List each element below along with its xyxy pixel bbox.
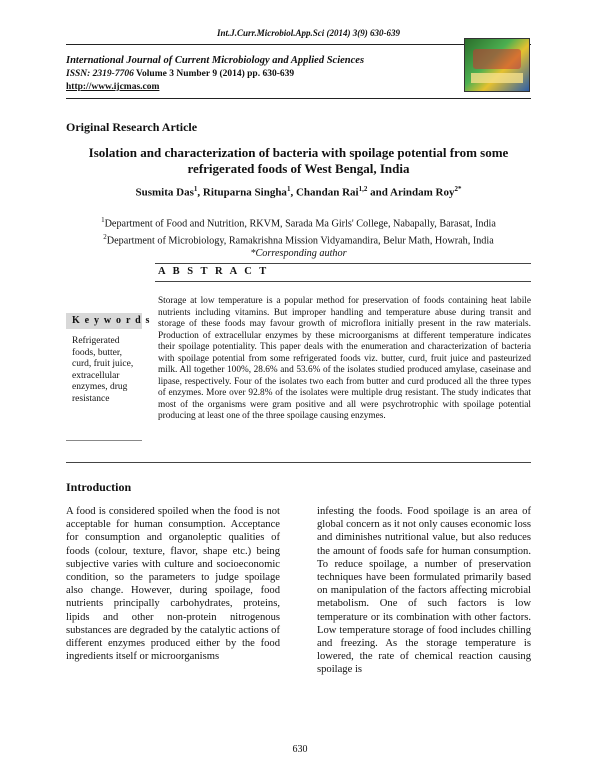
introduction-column-right: infesting the foods. Food spoilage is an area of global concern as it not only causes economic loss and diminishes nutritional value, but also reduces the amount of foods safe for human consumption. To reduce spoilage, a number of preservation techniques have been formulated primarily based on manipulation of the factors affecting microbial metabolism. One of such factors is low temperature or its combination with other factors. Low temperature storage of food includes chilling and freezing. As the storage temperature is lowered, the rate of chemical reaction causing spoilage is — [317, 506, 531, 676]
keywords-heading: K e y w o r d s — [72, 315, 151, 326]
issn-line — [66, 69, 294, 79]
affiliation-2: $^2$Department of Microbiology, Ramakrishna Mission Vidyamandira, Belur Math, Howrah, India — [103, 232, 494, 247]
journal-name: International Journal of Current Microbiology and Applied Sciences — [66, 55, 365, 66]
abstract-heading: A B S T R A C T — [158, 266, 269, 277]
abstract-body: Storage at low temperature is a popular method for preservation of foods containing heat labile nutrients including vitamins. But improper handling and temperature abuse during transit and storage of these foods may favour growth of microflora initially present in the raw materials. Production of extracellular enzymes by these microorganisms at different temperature indicates their spoilage potentiality. This paper deals with the enumeration and characterization of bacteria with spoilage potential from some refrigerated foods viz. butter, curd, fruit juice and pasteurized milk. All together 100%, 28.6% and 53.6% of the isolates studied produced amylase, caseinase and lipase, respectively. Four of the isolates two each from butter and curd produced all the three types of enzymes. More over 92.8% of the isolates were multiple drug resistant. The study indicates that most of the organisms were gram positive and all were psychrotrophic with spoilage potential producing at least one of the three spoilage causing enzymes. — [158, 296, 531, 421]
author-name: Rituparna Singha — [202, 186, 287, 199]
affiliation-1: $^1$Department of Food and Nutrition, RKVM, Sarada Ma Girls' College, Nabapally, Barasat, India — [101, 216, 496, 230]
keywords-list: Refrigerated foods, butter, curd, fruit juice, extracellular enzymes, drug resistance — [72, 336, 134, 404]
header-rule — [66, 44, 531, 45]
author-affil-sup: 2* — [454, 185, 462, 193]
introduction-column-left: A food is considered spoiled when the food is not acceptable for human consumption. Acceptance for consumption and organoleptic qualities of foods (colour, texture, flavor, shape etc.) being subjective varies with culture and socioeconomic condition, so the parameters to judge spoilage also change. However, during spoilage, food nutrients principally carbohydrates, proteins, lipids and other non-protein nitrogenous substances are degraded by the catalytic actions of different enzymes produced either by the food ingredients itself or microorganisms — [66, 506, 280, 663]
volume-info: Volume 3 Number 9 (2014) pp. 630-639 — [136, 69, 295, 79]
author-name: Arindam Roy — [390, 186, 455, 199]
abstract-bottom-rule — [66, 462, 531, 463]
affiliations — [66, 214, 531, 260]
abstract-top-rule — [155, 263, 531, 264]
corresponding-author: *Corresponding author — [250, 247, 347, 259]
page-number: 630 — [292, 744, 308, 755]
header-divider — [66, 98, 531, 99]
journal-url-link[interactable]: http://www.ijcmas.com — [66, 82, 160, 92]
author-list: Susmita Das$^1$, Rituparna Singha$^1$, Chandan Rai$^{1,2}$ and Arindam Roy$^{2*}$ — [135, 185, 462, 199]
journal-logo — [464, 38, 530, 92]
author-affil-sup: 1,2 — [358, 185, 368, 193]
abstract-heading-rule — [155, 281, 531, 282]
issn-label: ISSN: 2319-7706 — [66, 69, 134, 79]
author-affil-sup: 1 — [286, 185, 291, 193]
author-name: Susmita Das — [135, 186, 194, 199]
running-header: Int.J.Curr.Microbiol.App.Sci (2014) 3(9) 630-639 — [216, 28, 400, 38]
author-affil-sup: 1 — [193, 185, 198, 193]
paper-title: Isolation and characterization of bacteria with spoilage potential from some refrigerated foods of West Bengal, India — [88, 145, 509, 176]
article-type: Original Research Article — [66, 120, 198, 134]
author-name: Chandan Rai — [295, 186, 359, 199]
introduction-heading: Introduction — [66, 480, 132, 494]
